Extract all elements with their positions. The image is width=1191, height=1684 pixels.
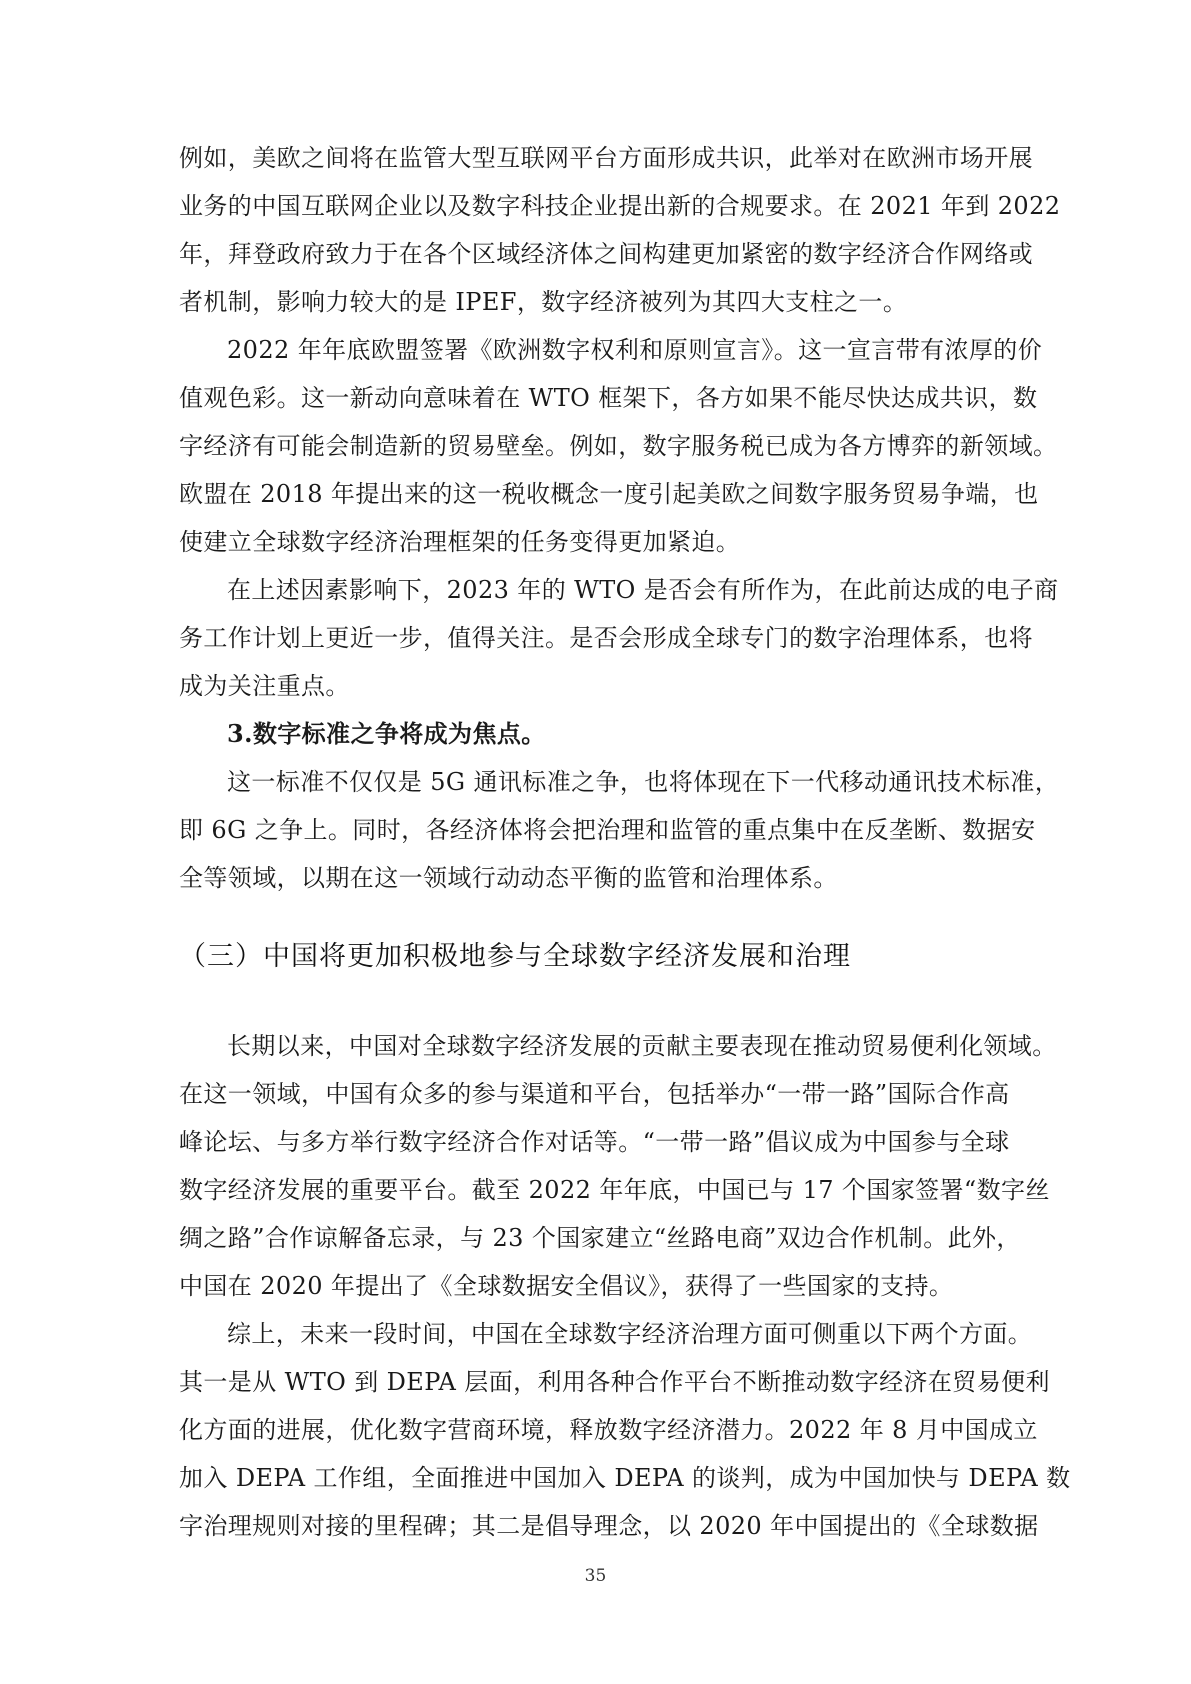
paragraph-line: 化方面的进展，优化数字营商环境，释放数字经济潜力。2022 年 8 月中国成立 (179, 1416, 1038, 1444)
paragraph-line: 2022 年年底欧盟签署《欧洲数字权利和原则宣言》。这一宣言带有浓厚的价 (227, 336, 1043, 364)
paragraph-line: 者机制，影响力较大的是 IPEF，数字经济被列为其四大支柱之一。 (179, 288, 908, 316)
paragraph-line: 欧盟在 2018 年提出来的这一税收概念一度引起美欧之间数字服务贸易争端，也 (179, 480, 1039, 508)
subheading-3: 3.数字标准之争将成为焦点。 (227, 719, 546, 748)
paragraph-line: 值观色彩。这一新动向意味着在 WTO 框架下，各方如果不能尽快达成共识，数 (179, 384, 1038, 412)
paragraph-line: 这一标准不仅仅是 5G 通讯标准之争，也将体现在下一代移动通讯技术标准， (227, 768, 1060, 796)
paragraph-line: 字治理规则对接的里程碑；其二是倡导理念，以 2020 年中国提出的《全球数据 (179, 1512, 1039, 1540)
paragraph-line: 使建立全球数字经济治理框架的任务变得更加紧迫。 (179, 528, 741, 556)
paragraph-line: 在上述因素影响下，2023 年的 WTO 是否会有所作为，在此前达成的电子商 (227, 576, 1059, 604)
paragraph-line: 年，拜登政府致力于在各个区域经济体之间构建更加紧密的数字经济合作网络或 (179, 240, 1033, 268)
paragraph-line: 长期以来，中国对全球数字经济发展的贡献主要表现在推动贸易便利化领域。 (227, 1032, 1057, 1060)
paragraph-line: 业务的中国互联网企业以及数字科技企业提出新的合规要求。在 2021 年到 2022 (179, 192, 1061, 220)
paragraph-line: 绸之路”合作谅解备忘录，与 23 个国家建立“丝路电商”双边合作机制。此外， (179, 1224, 1021, 1252)
paragraph-line: 在这一领域，中国有众多的参与渠道和平台，包括举办“一带一路”国际合作高 (179, 1080, 1010, 1108)
paragraph-line: 综上，未来一段时间，中国在全球数字经济治理方面可侧重以下两个方面。 (227, 1320, 1033, 1348)
paragraph-line: 数字经济发展的重要平台。截至 2022 年年底，中国已与 17 个国家签署“数字丝 (179, 1176, 1050, 1204)
paragraph-line: 字经济有可能会制造新的贸易壁垒。例如，数字服务税已成为各方博弈的新领域。 (179, 432, 1058, 460)
paragraph-line: 成为关注重点。 (179, 672, 350, 700)
paragraph-line: 加入 DEPA 工作组，全面推进中国加入 DEPA 的谈判，成为中国加快与 DEPA 数 (179, 1464, 1071, 1492)
paragraph-line: 其一是从 WTO 到 DEPA 层面，利用各种合作平台不断推动数字经济在贸易便利 (179, 1368, 1050, 1396)
paragraph-line: 务工作计划上更近一步，值得关注。是否会形成全球专门的数字治理体系，也将 (179, 624, 1033, 652)
paragraph-line: 例如，美欧之间将在监管大型互联网平台方面形成共识，此举对在欧洲市场开展 (179, 144, 1033, 172)
paragraph-line: 全等领域，以期在这一领域行动动态平衡的监管和治理体系。 (179, 864, 838, 892)
paragraph-line: 即 6G 之争上。同时，各经济体将会把治理和监管的重点集中在反垄断、数据安 (179, 816, 1036, 844)
page-number: 35 (584, 1566, 607, 1586)
section-heading: （三）中国将更加积极地参与全球数字经济发展和治理 (179, 941, 851, 972)
paragraph-line: 中国在 2020 年提出了《全球数据安全倡议》，获得了一些国家的支持。 (179, 1272, 954, 1300)
paragraph-line: 峰论坛、与多方举行数字经济合作对话等。“一带一路”倡议成为中国参与全球 (179, 1128, 1010, 1156)
